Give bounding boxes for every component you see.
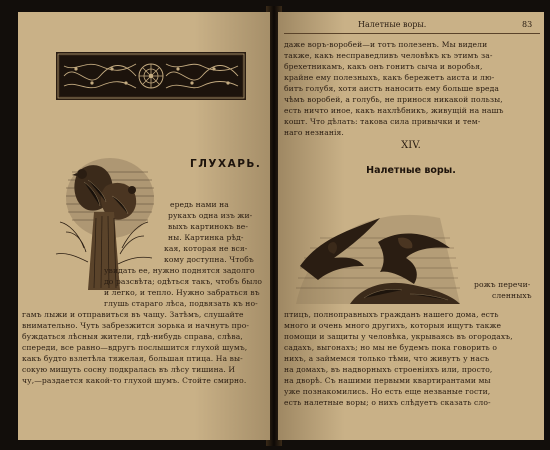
body-line: помощи и защиты у человѣка, укрываясь въ огородахъ, bbox=[284, 332, 513, 341]
body-line: выхъ картинокъ ве- bbox=[168, 222, 249, 231]
body-line: крайне ему полезныхъ, какъ бережетъ аиста и лю- bbox=[284, 73, 495, 82]
body-line: кая, которая не вся- bbox=[164, 244, 248, 253]
body-line: битъ голубя, хотя аистъ наносить ему больше вреда bbox=[284, 84, 500, 93]
body-line: какъ будто взлетѣла тяжелая, большая птица. На вы- bbox=[22, 354, 243, 363]
body-line: на дворѣ. Съ нашими первыми квартирантами мы bbox=[284, 376, 491, 385]
body-line: рукахъ одна изъ жи- bbox=[168, 211, 253, 220]
left-page bbox=[18, 12, 270, 440]
chapter-number: XIV. bbox=[401, 140, 421, 151]
body-line: даже воръ-воробей—и тотъ полезенъ. Мы видели bbox=[284, 40, 488, 49]
body-line: и легко, и тепло. Нужно забраться въ bbox=[104, 288, 260, 297]
body-line: гамъ лыжи и отправиться въ чащу. Затѣмъ, слушайте bbox=[22, 310, 244, 319]
body-line: птицъ, полноправныхъ гражданъ нашего дома, есть bbox=[284, 310, 499, 319]
body-line: кому доступна. Чтобъ bbox=[164, 255, 254, 264]
running-head: Налетные воры. bbox=[358, 20, 427, 29]
body-line: также, какъ несправедливъ человѣкъ къ этимъ за- bbox=[284, 51, 493, 60]
article-title: ГЛУХАРЬ. bbox=[190, 158, 262, 170]
body-line: увидать ее, нужно поднятся задолго bbox=[104, 266, 255, 275]
body-line: на домахъ, въ надворныхъ строеніяхъ или, просто, bbox=[284, 365, 493, 374]
body-line: брехетникамъ, какъ онъ гонитъ сыча и воробья, bbox=[284, 62, 483, 71]
eagles-illustration bbox=[290, 208, 468, 308]
right-page bbox=[278, 12, 544, 440]
body-line: наго незнанія. bbox=[284, 128, 344, 137]
body-line: спереди, все равно—вдругъ послышится глухой шумъ, bbox=[22, 343, 248, 352]
body-line: сокую мишуть сосну подкралась въ лѣсу тишина. И bbox=[22, 365, 236, 374]
body-line: буждаться лѣсныя жители, гдѣ-нибудь справа, слѣва, bbox=[22, 332, 243, 341]
page-number: 83 bbox=[522, 20, 533, 29]
body-line: нихъ, а займемся только тѣми, что живутъ у насъ bbox=[284, 354, 490, 363]
body-line: кошт. Что дѣлать: такова сила привычки и тем- bbox=[284, 117, 481, 126]
body-line: рожъ перечи- bbox=[474, 280, 531, 289]
body-line: чѣмъ воробей, а голубь, не принося никакой пользы, bbox=[284, 95, 503, 104]
body-line: чу,—раздается какой-то глухой шумъ. Стойте смирно. bbox=[22, 376, 247, 385]
body-line: сленныхъ bbox=[492, 291, 532, 300]
body-line: ны. Картинка рѣд- bbox=[168, 233, 244, 242]
body-line: внимательно. Чуть забрезжится зорька и начнутъ про- bbox=[22, 321, 250, 330]
body-line: ередь нами на bbox=[170, 200, 229, 209]
body-line: садахъ, выгонахъ; но мы не будемъ пока говорить о bbox=[284, 343, 498, 352]
chapter-title: Налетные воры. bbox=[366, 165, 456, 176]
body-line: уже познакомились. Но есть еще незваные гости, bbox=[284, 387, 491, 396]
ornament-band bbox=[56, 52, 246, 100]
body-line: многo и очень много другихъ, которыя ищутъ также bbox=[284, 321, 502, 330]
body-line: есть налетные воры; о нихъ слѣдуетъ сказать сло- bbox=[284, 398, 491, 407]
body-line: до разсвѣта; одѣться такъ, чтобъ было bbox=[104, 277, 263, 286]
body-line: есть ничто иное, какъ нахлѣбникъ, живущій на нашъ bbox=[284, 106, 504, 115]
body-line: глушь стараго лѣса, подвязать къ но- bbox=[104, 299, 258, 308]
header-rule bbox=[284, 33, 540, 34]
